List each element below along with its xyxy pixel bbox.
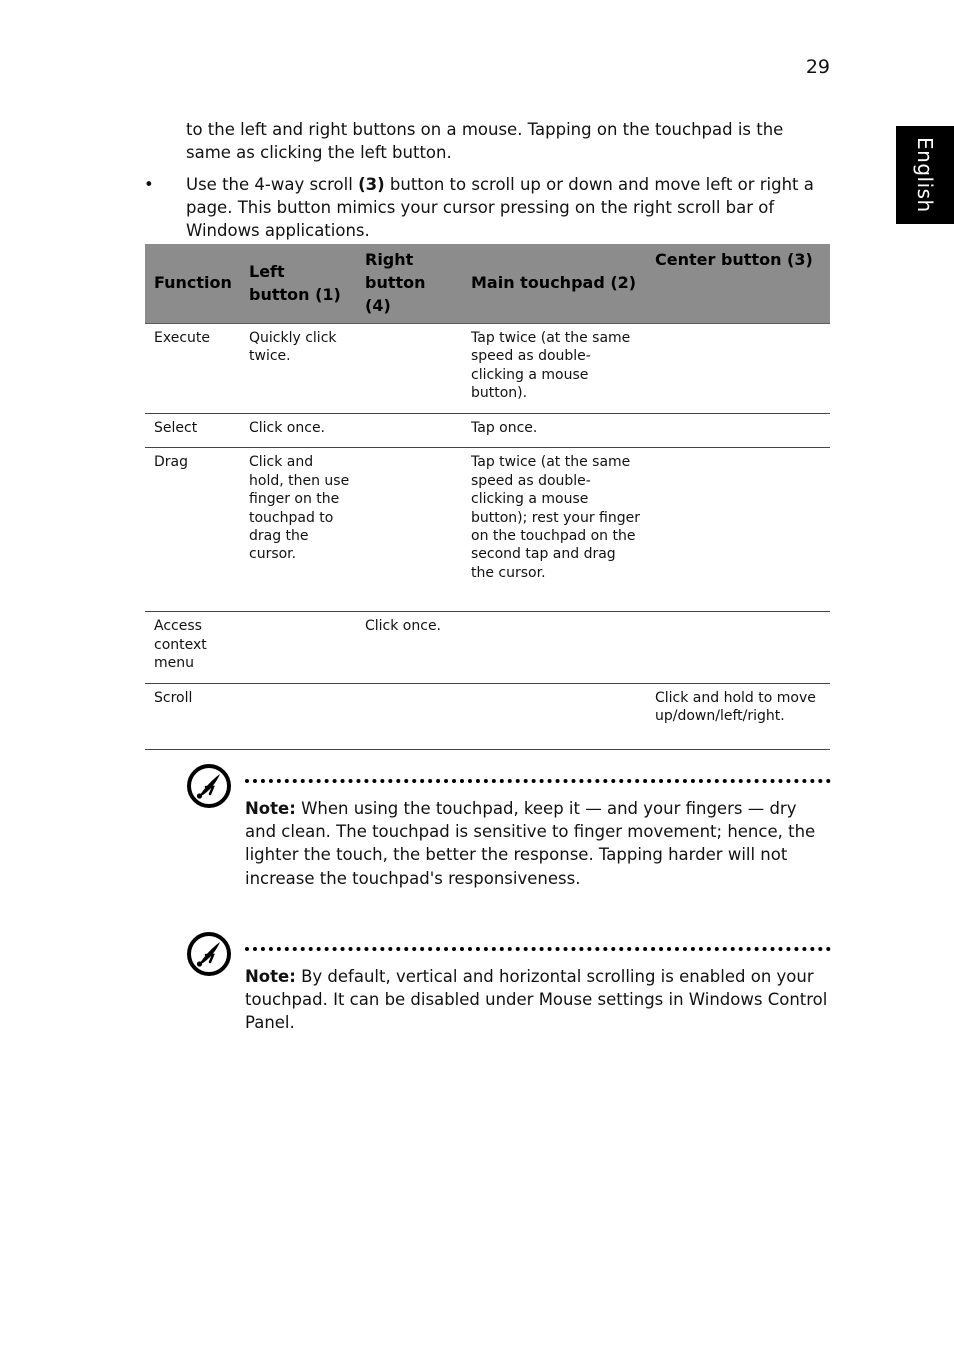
note-divider: [245, 779, 831, 783]
table-row: [145, 448, 830, 612]
table-cell: Click and hold to move up/down/left/right.: [646, 683, 830, 749]
note-body: By default, vertical and horizontal scrolling is enabled on your touchpad. It can be disabled under Mouse settings in Windows Control Panel.: [245, 967, 828, 1033]
page-number: 29: [805, 56, 830, 78]
table-cell: [240, 612, 356, 683]
note-text: [245, 797, 831, 890]
note-body: When using the touchpad, keep it — and your fingers — dry and clean. The touchpad is sensitive to finger movement; hence, the lighter the touch, the better the response. Tapping harder will not increase the touchpad's responsiveness.: [245, 799, 816, 888]
table-cell: Tap once.: [462, 414, 646, 448]
table-cell: [462, 612, 646, 683]
table-cell: [462, 683, 646, 749]
language-tab: [896, 126, 954, 224]
header-left-button: Left button (1): [240, 244, 356, 324]
header-main-touchpad: Main touchpad (2): [462, 244, 646, 324]
table-cell: Tap twice (at the same speed as double-clicking a mouse button); rest your finger on the touchpad on the second tap and drag the cursor.: [462, 448, 646, 612]
note-label: Note:: [245, 799, 296, 818]
table-header-row: [145, 244, 830, 324]
table-cell: Select: [145, 414, 240, 448]
bullet-paragraph: [186, 173, 831, 243]
table-cell: Click once.: [356, 612, 462, 683]
intro-paragraph: to the left and right buttons on a mouse. Tapping on the touchpad is the same as clicking the left button.: [186, 120, 784, 163]
note-text: [245, 965, 831, 1035]
note-label: Note:: [245, 967, 296, 986]
table-cell: Tap twice (at the same speed as double-clicking a mouse button).: [462, 324, 646, 414]
table-cell: [356, 414, 462, 448]
table-row: [145, 683, 830, 749]
table-cell: Drag: [145, 448, 240, 612]
note-icon: [186, 931, 232, 977]
table-cell: [646, 448, 830, 612]
table-cell: [356, 683, 462, 749]
bullet-text-bold: (3): [358, 175, 385, 194]
table-cell: Click once.: [240, 414, 356, 448]
table-cell: Click and hold, then use finger on the touchpad to drag the cursor.: [240, 448, 356, 612]
table-row: [145, 414, 830, 448]
note-divider: [245, 947, 831, 951]
table-cell: [356, 448, 462, 612]
table-cell: Execute: [145, 324, 240, 414]
bullet-marker: •: [144, 175, 154, 194]
table-row: [145, 612, 830, 683]
table-cell: [356, 324, 462, 414]
note-icon: [186, 763, 232, 809]
language-tab-label: English: [913, 137, 937, 213]
header-right-button: Right button (4): [356, 244, 462, 324]
header-center-button: Center button (3): [646, 244, 830, 324]
table-cell: [646, 414, 830, 448]
table-cell: Quickly click twice.: [240, 324, 356, 414]
table-row: [145, 324, 830, 414]
bullet-text-end: button to scroll up or down and move left or right a page. This button mimics your cursor pressing on the right scroll bar of Windows applications.: [186, 175, 814, 241]
table-cell: [646, 324, 830, 414]
table-cell: Scroll: [145, 683, 240, 749]
table-cell: [240, 683, 356, 749]
header-function: Function: [145, 244, 240, 324]
bullet-text-start: Use the 4-way scroll: [186, 175, 359, 194]
table-cell: Access context menu: [145, 612, 240, 683]
table-cell: [646, 612, 830, 683]
touchpad-functions-table: [145, 244, 830, 750]
